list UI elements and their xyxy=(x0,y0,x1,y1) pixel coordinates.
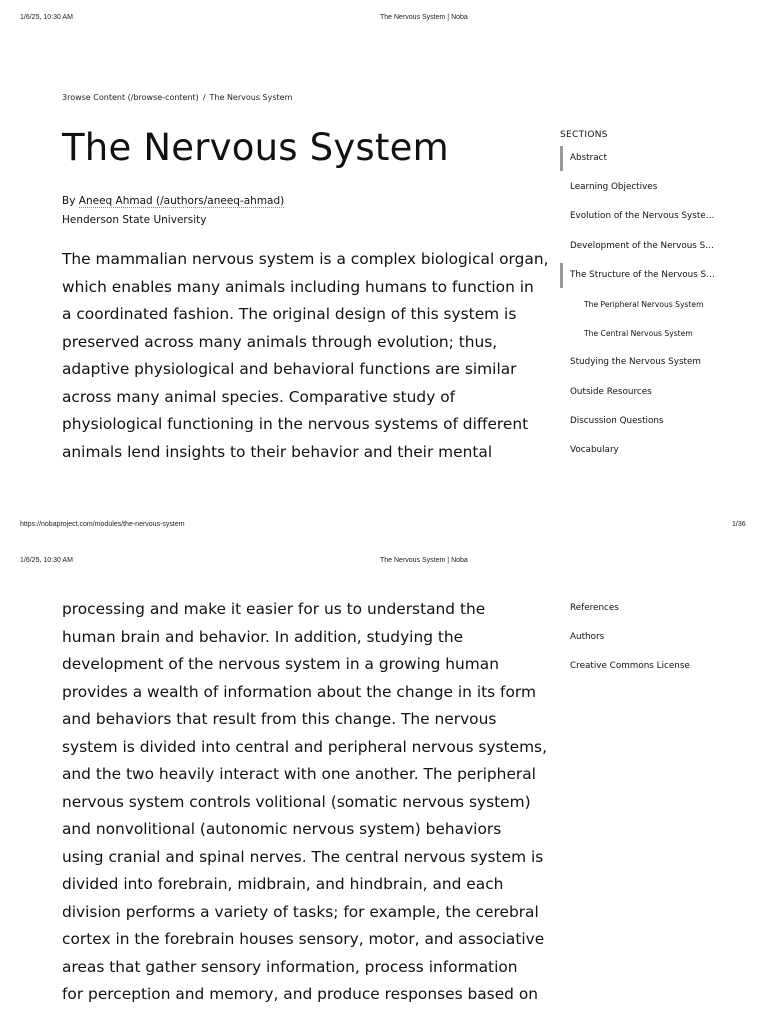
affiliation: Henderson State University xyxy=(62,214,207,226)
section-link-authors[interactable]: Authors xyxy=(570,632,605,643)
abstract-line: preserved across many animals through evolution; thus, xyxy=(62,332,498,351)
abstract-text-page1 xyxy=(62,246,549,466)
abstract-line: and behaviors that result from this change. The nervous xyxy=(62,710,497,728)
page-title: The Nervous System xyxy=(62,126,449,169)
abstract-line: and the two heavily interact with one another. The peripheral xyxy=(62,765,536,783)
abstract-line: divided into forebrain, midbrain, and hindbrain, and each xyxy=(62,875,504,893)
abstract-line: using cranial and spinal nerves. The central nervous system is xyxy=(62,847,544,866)
abstract-line: cortex in the forebrain houses sensory, motor, and associative xyxy=(62,930,545,948)
section-link-discussion-questions[interactable]: Discussion Questions xyxy=(570,415,664,426)
print-date: 1/6/25, 10:30 AM xyxy=(20,14,73,21)
print-date-page2: 1/6/25, 10:30 AM xyxy=(20,557,73,564)
sections-nav xyxy=(560,144,735,465)
print-doc-title-page2: The Nervous System | Noba xyxy=(380,557,468,564)
abstract-line: human brain and behavior. In addition, studying the xyxy=(62,627,464,646)
abstract-line: which enables many animals including humans to function in xyxy=(62,277,534,296)
abstract-line: division performs a variety of tasks; for example, the cerebral xyxy=(62,902,539,921)
breadcrumb xyxy=(62,93,292,102)
byline xyxy=(62,192,284,230)
abstract-line: nervous system controls volitional (somatic nervous system) xyxy=(62,792,531,811)
breadcrumb-current: The Nervous System xyxy=(209,93,293,102)
section-link-learning-objectives[interactable]: Learning Objectives xyxy=(570,182,658,193)
abstract-line: animals lend insights to their behavior and their mental xyxy=(62,442,493,461)
abstract-line: system is divided into central and peripheral nervous systems, xyxy=(62,737,547,756)
print-doc-title: The Nervous System | Noba xyxy=(380,14,468,21)
abstract-line: areas that gather sensory information, process information xyxy=(62,957,518,976)
abstract-line: The mammalian nervous system is a complex biological organ, xyxy=(62,250,549,268)
section-link-vocabulary[interactable]: Vocabulary xyxy=(570,444,619,455)
abstract-text-page2 xyxy=(62,596,546,1009)
abstract-line: and nonvolitional (autonomic nervous system) behaviors xyxy=(62,820,502,838)
sections-nav-continued xyxy=(560,594,735,682)
print-page-number: 1/36 xyxy=(732,521,746,528)
print-url: https://nobaproject.com/modules/the-nervous-system xyxy=(20,521,185,528)
section-link-development-of-the-nervous-s[interactable]: Development of the Nervous S… xyxy=(570,240,715,251)
byline-prefix: By xyxy=(62,195,76,207)
abstract-line: for perception and memory, and produce responses based on xyxy=(62,985,538,1003)
abstract-line: adaptive physiological and behavioral functions are similar xyxy=(62,360,517,378)
sections-heading: SECTIONS xyxy=(560,130,608,140)
section-link-references[interactable]: References xyxy=(570,603,619,613)
abstract-line: across many animal species. Comparative study of xyxy=(62,387,456,406)
abstract-line: a coordinated fashion. The original design of this system is xyxy=(62,305,517,323)
section-link-the-peripheral-nervous-system[interactable]: The Peripheral Nervous System xyxy=(584,299,704,309)
section-link-evolution-of-the-nervous-syste[interactable]: Evolution of the Nervous Syste… xyxy=(570,211,715,222)
section-link-creative-commons-license[interactable]: Creative Commons License xyxy=(570,661,690,672)
author-link[interactable]: Aneeq Ahmad (/authors/aneeq-ahmad) xyxy=(78,195,285,207)
section-link-abstract[interactable]: Abstract xyxy=(560,144,735,173)
section-link-the-central-nervous-system[interactable]: The Central Nervous System xyxy=(584,329,693,339)
breadcrumb-link-browse[interactable]: 3rowse Content (/browse-content) xyxy=(62,93,199,102)
abstract-line: development of the nervous system in a growing human xyxy=(62,655,499,673)
section-link-the-structure-of-the-nervous-s[interactable]: The Structure of the Nervous S… xyxy=(560,261,735,290)
abstract-line: processing and make it easier for us to understand the xyxy=(62,600,486,618)
abstract-line: provides a wealth of information about the change in its form xyxy=(62,682,536,701)
section-link-studying-the-nervous-system[interactable]: Studying the Nervous System xyxy=(570,357,701,368)
breadcrumb-separator: / xyxy=(202,93,206,102)
abstract-line: physiological functioning in the nervous systems of different xyxy=(62,415,529,433)
section-link-outside-resources[interactable]: Outside Resources xyxy=(570,386,652,397)
